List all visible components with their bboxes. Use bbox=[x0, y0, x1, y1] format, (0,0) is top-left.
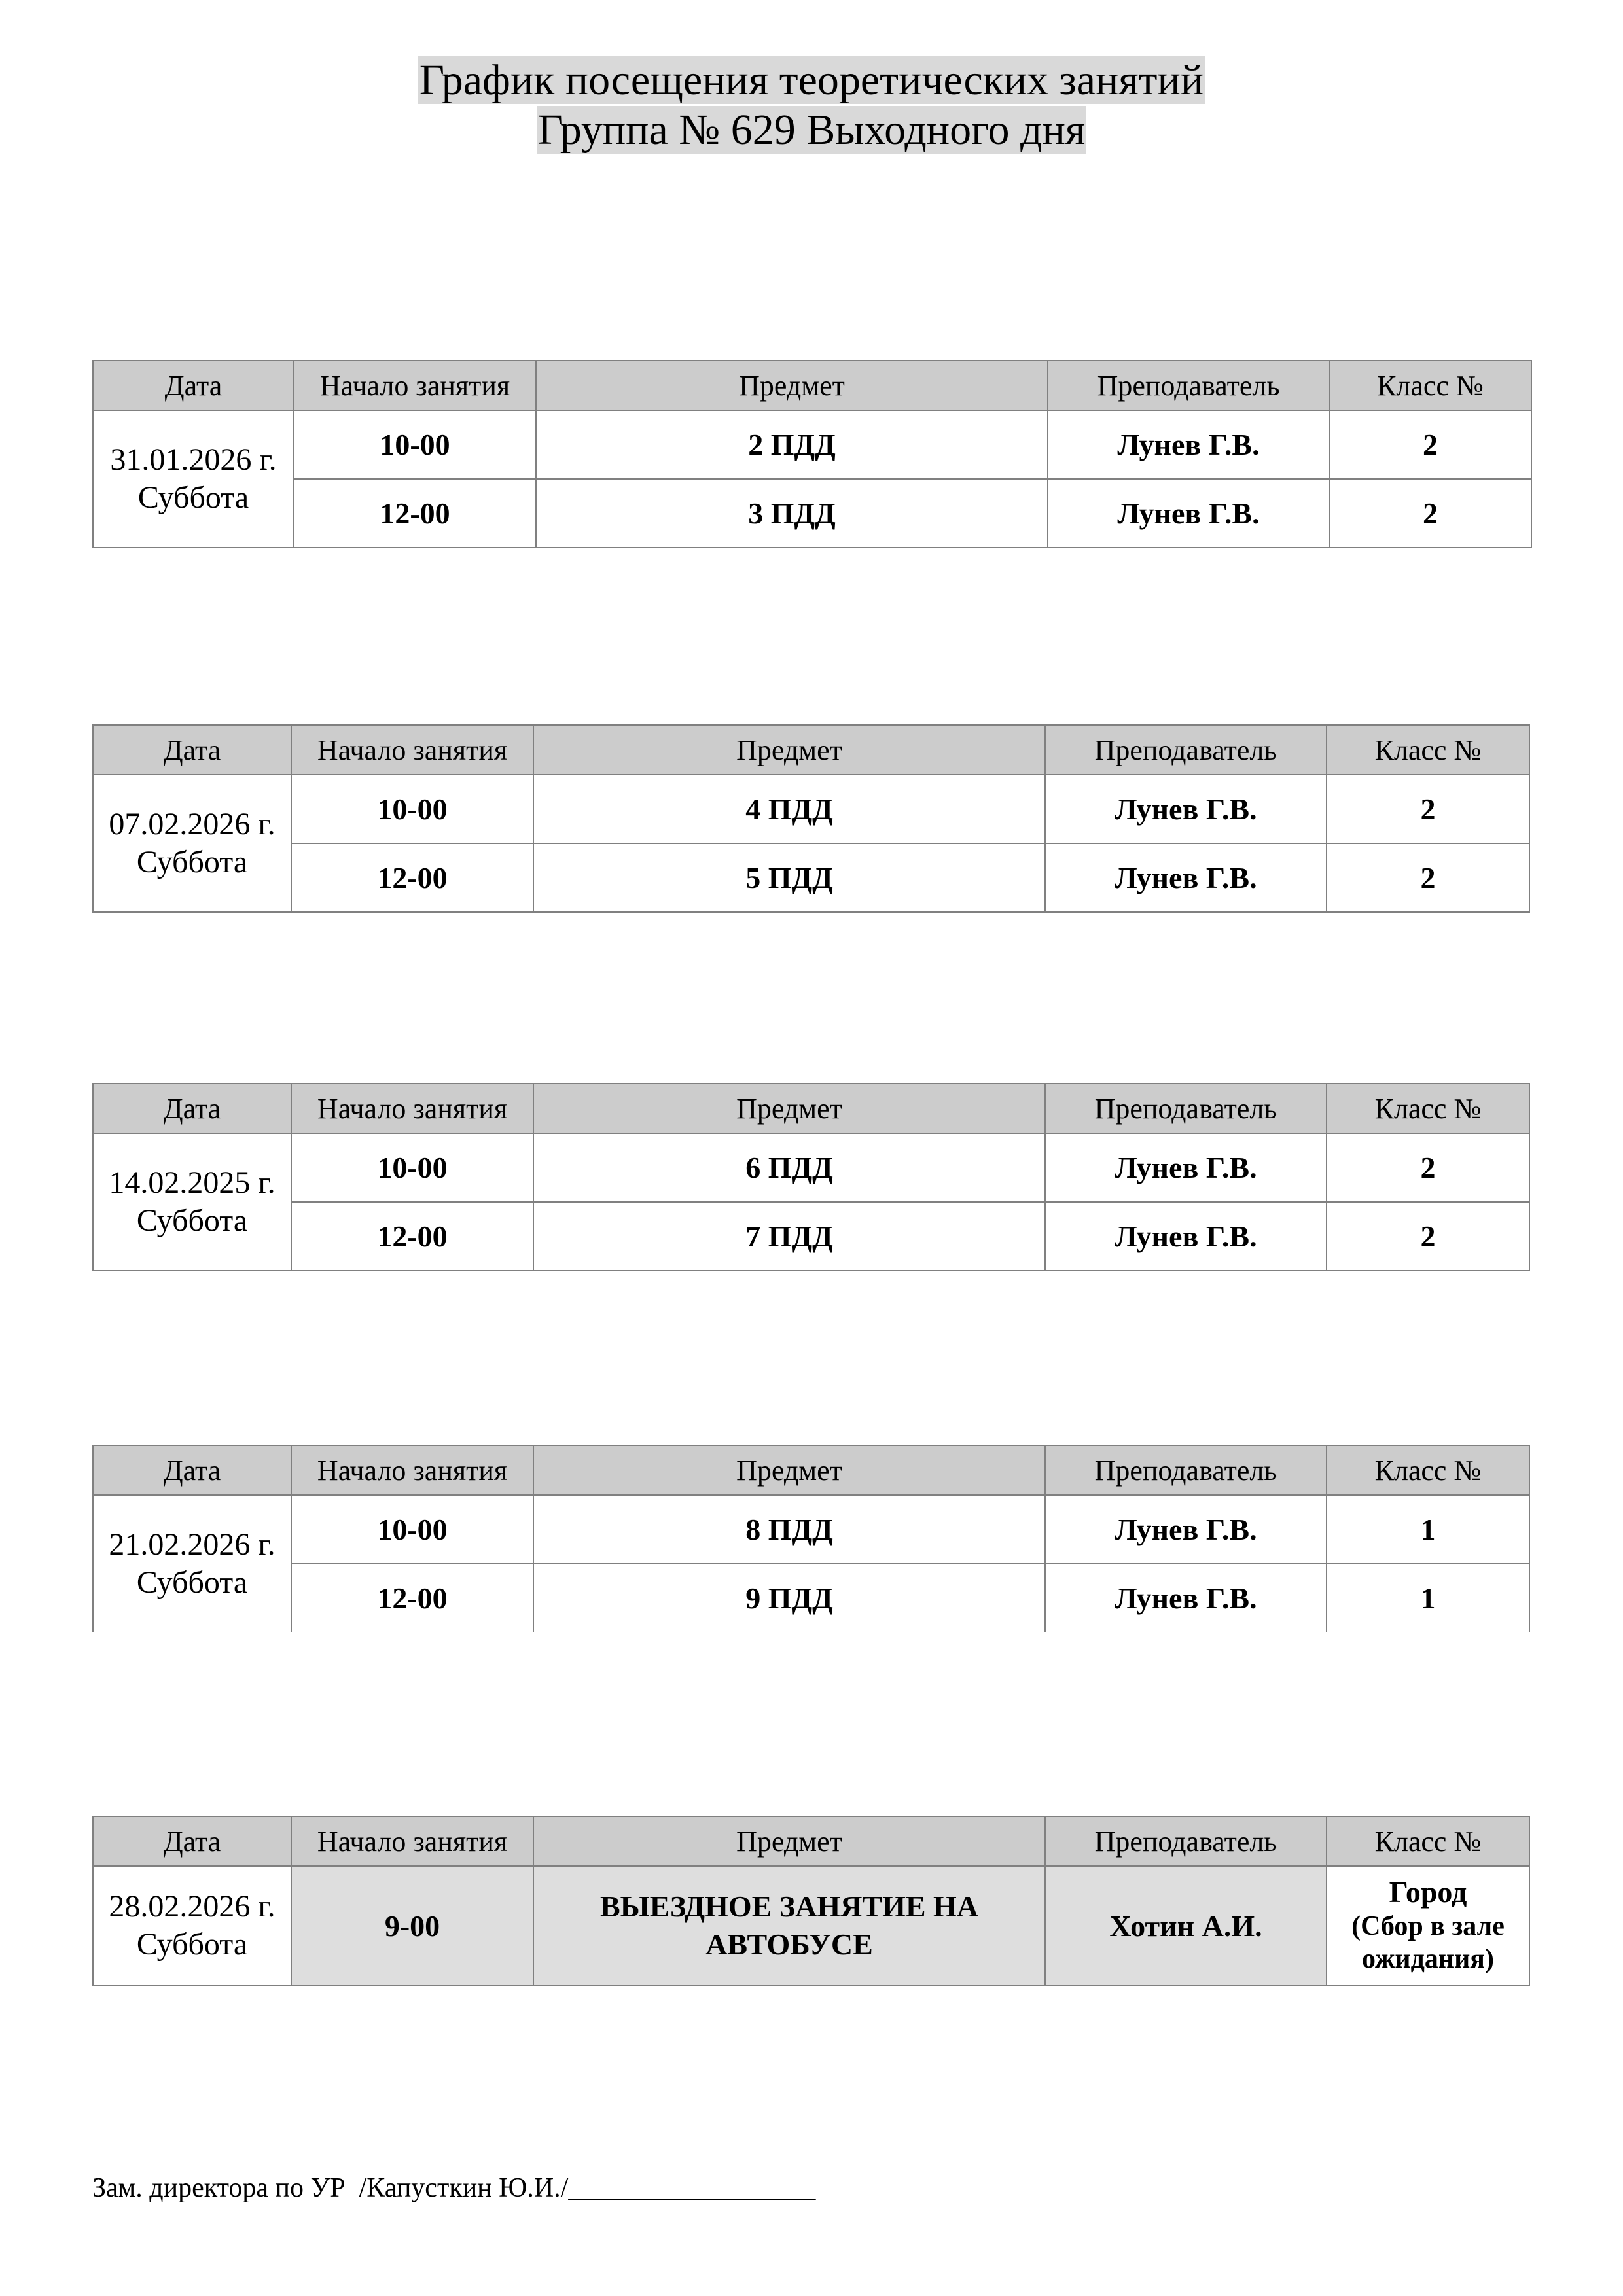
table-row bbox=[93, 843, 1529, 912]
header-subject: Предмет bbox=[536, 361, 1048, 410]
room-cell: 2 bbox=[1327, 1202, 1529, 1271]
subject-cell: 8 ПДД bbox=[533, 1495, 1045, 1564]
header-subject: Предмет bbox=[533, 1445, 1045, 1495]
table-header-row bbox=[93, 1084, 1529, 1133]
table-row bbox=[93, 1202, 1529, 1271]
date-cell: 21.02.2026 г. Суббота bbox=[93, 1495, 291, 1632]
document-title-line2: Группа № 629 Выходного дня bbox=[537, 106, 1086, 154]
header-date: Дата bbox=[93, 361, 294, 410]
teacher-cell: Лунев Г.В. bbox=[1045, 1133, 1327, 1202]
schedule-table-5 bbox=[92, 1816, 1530, 1986]
table-row bbox=[93, 1133, 1529, 1202]
room-cell: Город (Сбор в зале ожидания) bbox=[1327, 1866, 1529, 1985]
teacher-cell: Лунев Г.В. bbox=[1045, 843, 1327, 912]
start-cell: 12-00 bbox=[291, 843, 533, 912]
subject-cell: ВЫЕЗДНОЕ ЗАНЯТИЕ НА АВТОБУСЕ bbox=[533, 1866, 1045, 1985]
table-header-row bbox=[93, 1816, 1529, 1866]
subject-cell: 4 ПДД bbox=[533, 775, 1045, 843]
schedule-table-3 bbox=[92, 1083, 1530, 1271]
header-room: Класс № bbox=[1327, 1816, 1529, 1866]
room-cell: 2 bbox=[1327, 775, 1529, 843]
table-row bbox=[93, 1866, 1529, 1985]
header-teacher: Преподаватель bbox=[1045, 1084, 1327, 1133]
date-cell: 07.02.2026 г. Суббота bbox=[93, 775, 291, 912]
teacher-cell: Лунев Г.В. bbox=[1045, 1495, 1327, 1564]
header-room: Класс № bbox=[1327, 1084, 1529, 1133]
start-cell: 10-00 bbox=[291, 1495, 533, 1564]
teacher-cell: Лунев Г.В. bbox=[1048, 410, 1329, 479]
subject-cell: 6 ПДД bbox=[533, 1133, 1045, 1202]
table-row bbox=[93, 775, 1529, 843]
document-title-line1: График посещения теоретических занятий bbox=[419, 56, 1204, 104]
header-teacher: Преподаватель bbox=[1045, 1445, 1327, 1495]
header-start: Начало занятия bbox=[291, 1816, 533, 1866]
room-cell: 2 bbox=[1327, 843, 1529, 912]
header-subject: Предмет bbox=[533, 1084, 1045, 1133]
subject-cell: 7 ПДД bbox=[533, 1202, 1045, 1271]
date-cell: 31.01.2026 г. Суббота bbox=[93, 410, 294, 548]
header-start: Начало занятия bbox=[291, 1445, 533, 1495]
start-cell: 12-00 bbox=[291, 1564, 533, 1632]
subject-cell: 2 ПДД bbox=[536, 410, 1048, 479]
schedule-table-1 bbox=[92, 360, 1532, 548]
teacher-cell: Лунев Г.В. bbox=[1045, 1202, 1327, 1271]
teacher-cell: Лунев Г.В. bbox=[1048, 479, 1329, 548]
start-cell: 10-00 bbox=[291, 1133, 533, 1202]
header-subject: Предмет bbox=[533, 1816, 1045, 1866]
teacher-cell: Лунев Г.В. bbox=[1045, 1564, 1327, 1632]
teacher-cell: Лунев Г.В. bbox=[1045, 775, 1327, 843]
header-room: Класс № bbox=[1329, 361, 1531, 410]
start-cell: 12-00 bbox=[294, 479, 536, 548]
header-start: Начало занятия bbox=[294, 361, 536, 410]
table-header-row bbox=[93, 725, 1529, 775]
start-cell: 9-00 bbox=[291, 1866, 533, 1985]
room-cell: 1 bbox=[1327, 1564, 1529, 1632]
header-room: Класс № bbox=[1327, 725, 1529, 775]
table-row bbox=[93, 1564, 1529, 1632]
header-date: Дата bbox=[93, 1445, 291, 1495]
start-cell: 10-00 bbox=[291, 775, 533, 843]
schedule-table-2 bbox=[92, 724, 1530, 913]
header-start: Начало занятия bbox=[291, 725, 533, 775]
header-teacher: Преподаватель bbox=[1045, 725, 1327, 775]
start-cell: 10-00 bbox=[294, 410, 536, 479]
header-date: Дата bbox=[93, 1816, 291, 1866]
table-header-row bbox=[93, 361, 1531, 410]
header-teacher: Преподаватель bbox=[1048, 361, 1329, 410]
room-cell: 2 bbox=[1327, 1133, 1529, 1202]
room-cell: 1 bbox=[1327, 1495, 1529, 1564]
room-cell: 2 bbox=[1329, 479, 1531, 548]
subject-cell: 3 ПДД bbox=[536, 479, 1048, 548]
header-start: Начало занятия bbox=[291, 1084, 533, 1133]
start-cell: 12-00 bbox=[291, 1202, 533, 1271]
table-header-row bbox=[93, 1445, 1529, 1495]
teacher-cell: Хотин А.И. bbox=[1045, 1866, 1327, 1985]
signature-line: Зам. директора по УР /Капусткин Ю.И./__________________ bbox=[92, 2173, 816, 2203]
subject-cell: 9 ПДД bbox=[533, 1564, 1045, 1632]
header-date: Дата bbox=[93, 1084, 291, 1133]
table-row bbox=[93, 1495, 1529, 1564]
table-row bbox=[93, 479, 1531, 548]
header-subject: Предмет bbox=[533, 725, 1045, 775]
room-cell: 2 bbox=[1329, 410, 1531, 479]
header-room: Класс № bbox=[1327, 1445, 1529, 1495]
schedule-table-4 bbox=[92, 1445, 1530, 1632]
table-row bbox=[93, 410, 1531, 479]
header-teacher: Преподаватель bbox=[1045, 1816, 1327, 1866]
date-cell: 14.02.2025 г. Суббота bbox=[93, 1133, 291, 1271]
date-cell: 28.02.2026 г. Суббота bbox=[93, 1866, 291, 1985]
subject-cell: 5 ПДД bbox=[533, 843, 1045, 912]
header-date: Дата bbox=[93, 725, 291, 775]
